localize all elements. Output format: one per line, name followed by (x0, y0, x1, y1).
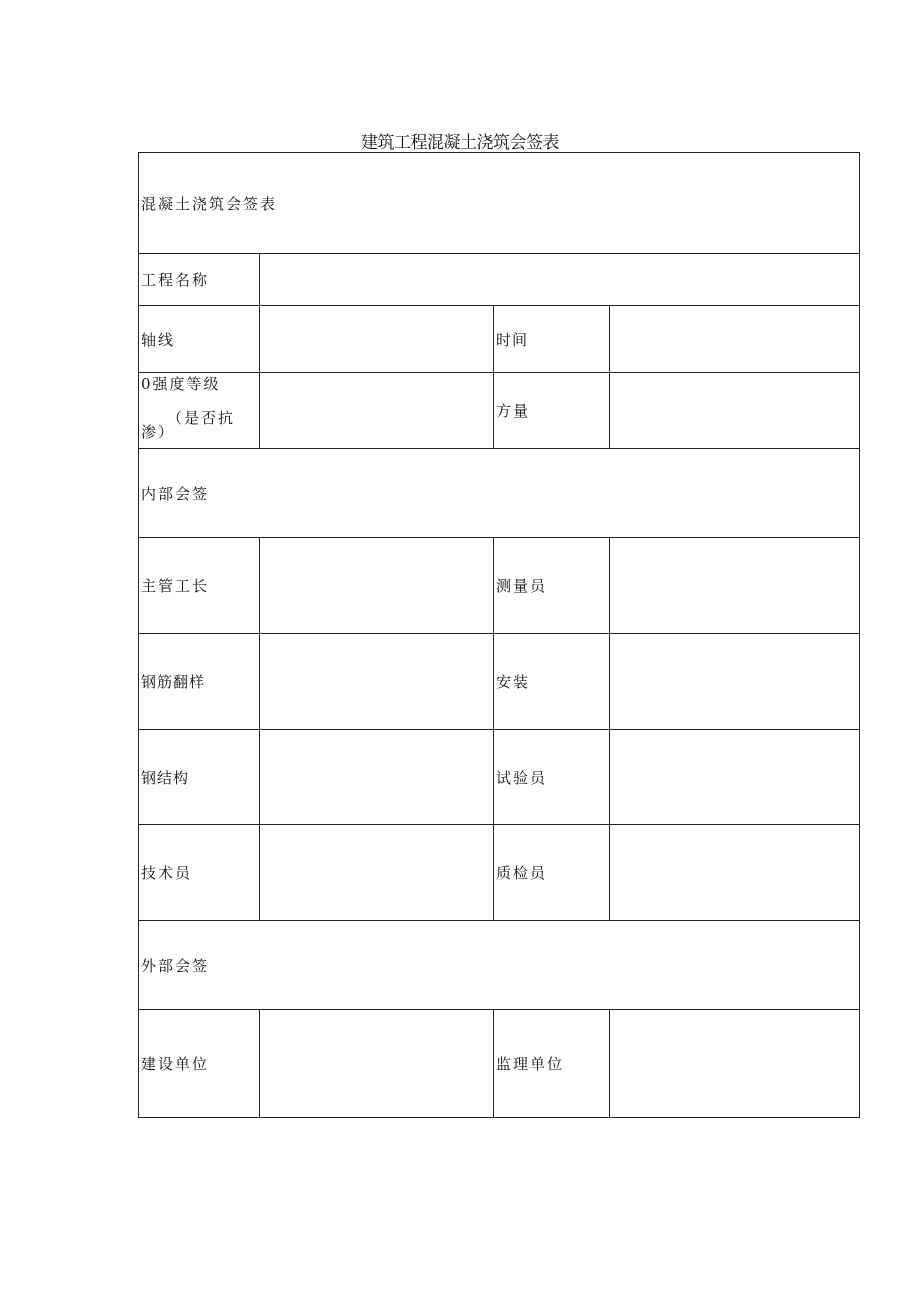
technician-label: 技术员 (139, 825, 260, 921)
rebar-label: 钢筋翻样 (139, 634, 260, 730)
builder-label: 建设单位 (139, 1010, 260, 1118)
builder-supervisor-row (139, 1010, 860, 1118)
axis-label: 轴线 (139, 306, 260, 373)
install-label: 安装 (494, 634, 610, 730)
time-field[interactable] (610, 306, 860, 373)
anti-seepage-question: （是否抗 (167, 409, 236, 427)
axis-time-row (139, 306, 860, 373)
form-header: 混凝土浇筑会签表 (139, 153, 860, 254)
surveyor-label: 测量员 (494, 538, 610, 634)
volume-label: 方量 (494, 373, 610, 449)
external-section-heading: 外部会签 (139, 921, 860, 1010)
strength-grade-text: 0强度等级 (141, 375, 221, 393)
supervisor-label: 监理单位 (494, 1010, 610, 1118)
volume-field[interactable] (610, 373, 860, 449)
external-section-row (139, 921, 860, 1010)
strength-grade-label (139, 373, 260, 449)
axis-field[interactable] (260, 306, 494, 373)
install-signature-field[interactable] (610, 634, 860, 730)
steel-structure-signature-field[interactable] (260, 730, 494, 825)
sign-off-form (138, 152, 860, 1118)
project-name-row (139, 254, 860, 306)
inspector-label: 质检员 (494, 825, 610, 921)
technician-signature-field[interactable] (260, 825, 494, 921)
steel-structure-label: 钢结构 (139, 730, 260, 825)
inspector-signature-field[interactable] (610, 825, 860, 921)
internal-section-row (139, 449, 860, 538)
surveyor-signature-field[interactable] (610, 538, 860, 634)
rebar-install-row (139, 634, 860, 730)
steel-tester-row (139, 730, 860, 825)
foreman-signature-field[interactable] (260, 538, 494, 634)
form-header-row (139, 153, 860, 254)
tester-signature-field[interactable] (610, 730, 860, 825)
rebar-signature-field[interactable] (260, 634, 494, 730)
document-title: 建筑工程混凝土浇筑会签表 (361, 133, 559, 153)
builder-signature-field[interactable] (260, 1010, 494, 1118)
project-name-field[interactable] (260, 254, 860, 306)
tester-label: 试验员 (494, 730, 610, 825)
anti-seepage-question-end: 渗） (141, 423, 176, 441)
internal-section-heading: 内部会签 (139, 449, 860, 538)
foreman-label: 主管工长 (139, 538, 260, 634)
project-name-label: 工程名称 (139, 254, 260, 306)
grade-volume-row (139, 373, 860, 449)
time-label: 时间 (494, 306, 610, 373)
technician-inspector-row (139, 825, 860, 921)
foreman-surveyor-row (139, 538, 860, 634)
strength-grade-field[interactable] (260, 373, 494, 449)
supervisor-signature-field[interactable] (610, 1010, 860, 1118)
